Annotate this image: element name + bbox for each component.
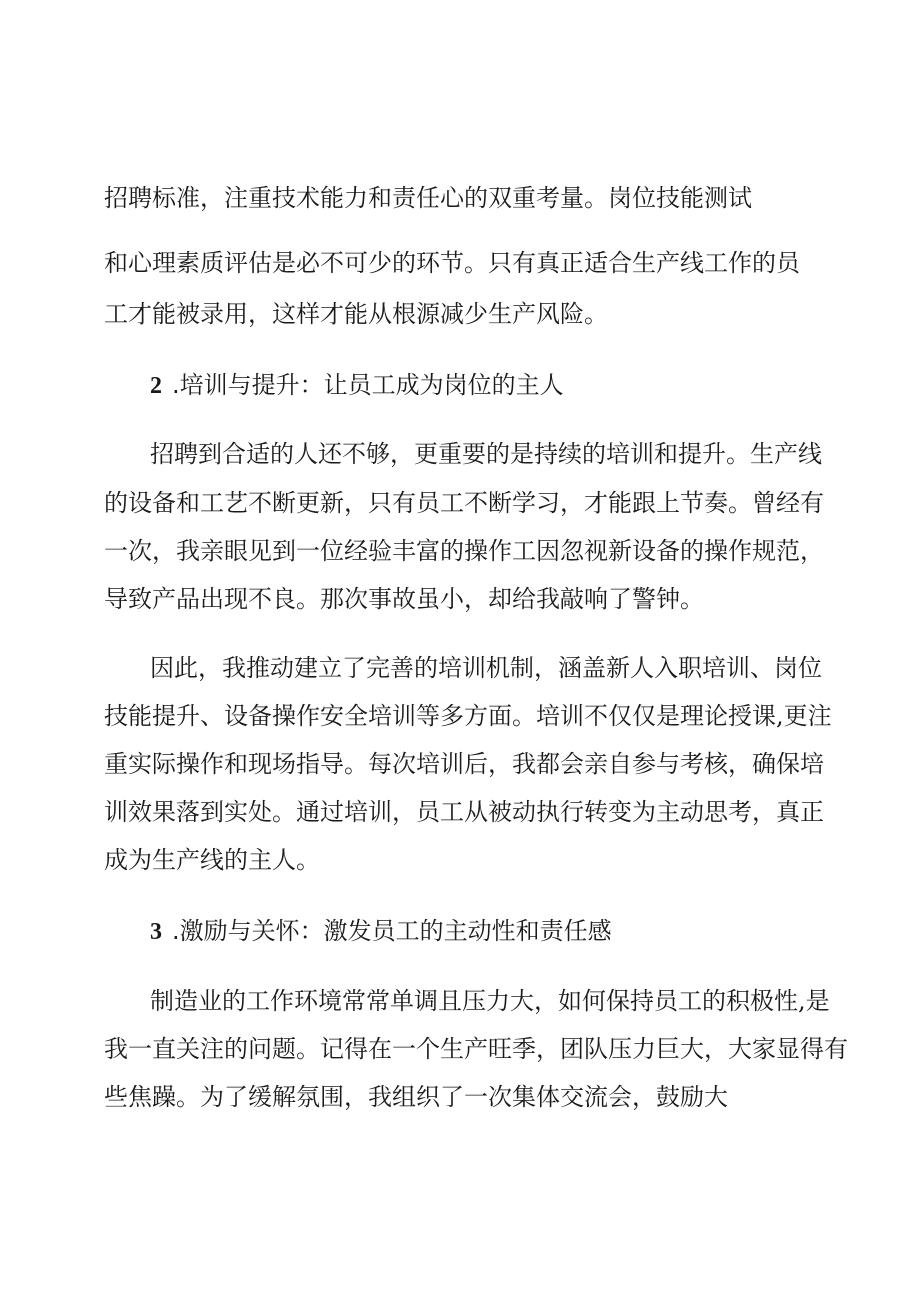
paragraph-4-line-2: 我一直关注的问题。记得在一个生产旺季，团队压力巨大，大家显得有	[104, 1035, 848, 1063]
paragraph-2-line-1: 招聘到合适的人还不够，更重要的是持续的培训和提升。生产线	[150, 440, 822, 468]
section-heading-3	[150, 913, 612, 950]
paragraph-3-line-4: 训效果落到实处。通过培训，员工从被动执行转变为主动思考，真正	[104, 798, 824, 826]
section-number: 3	[150, 919, 162, 945]
section-heading-2	[150, 367, 564, 404]
paragraph-4-line-1: 制造业的工作环境常常单调且压力大，如何保持员工的积极性,是	[150, 987, 830, 1015]
paragraph-3-line-2: 技能提升、设备操作安全培训等多方面。培训不仅仅是理论授课,更注	[104, 702, 832, 730]
paragraph-3-line-3: 重实际操作和现场指导。每次培训后，我都会亲自参与考核，确保培	[104, 750, 824, 778]
section-title: .培训与提升：让员工成为岗位的主人	[172, 371, 564, 399]
paragraph-3-line-5: 成为生产线的主人。	[104, 846, 320, 874]
paragraph-2-line-4: 导致产品出现不良。那次事故虽小，却给我敲响了警钟。	[104, 585, 704, 613]
paragraph-1-line-1: 招聘标准，注重技术能力和责任心的双重考量。岗位技能测试	[104, 184, 752, 212]
section-number: 2	[150, 373, 162, 399]
paragraph-2-line-3: 一次，我亲眼见到一位经验丰富的操作工因忽视新设备的操作规范，	[104, 537, 824, 565]
paragraph-1-line-3: 工才能被录用，这样才能从根源减少生产风险。	[104, 300, 608, 328]
paragraph-4-line-3: 些焦躁。为了缓解氛围，我组织了一次集体交流会，鼓励大	[104, 1083, 728, 1111]
paragraph-2-line-2: 的设备和工艺不断更新，只有员工不断学习，才能跟上节奏。曾经有	[104, 489, 824, 517]
paragraph-1-line-2: 和心理素质评估是必不可少的环节。只有真正适合生产线工作的员	[104, 249, 800, 277]
paragraph-3-line-1: 因此，我推动建立了完善的培训机制，涵盖新人入职培训、岗位	[150, 654, 822, 682]
section-title: .激励与关怀：激发员工的主动性和责任感	[172, 917, 612, 945]
